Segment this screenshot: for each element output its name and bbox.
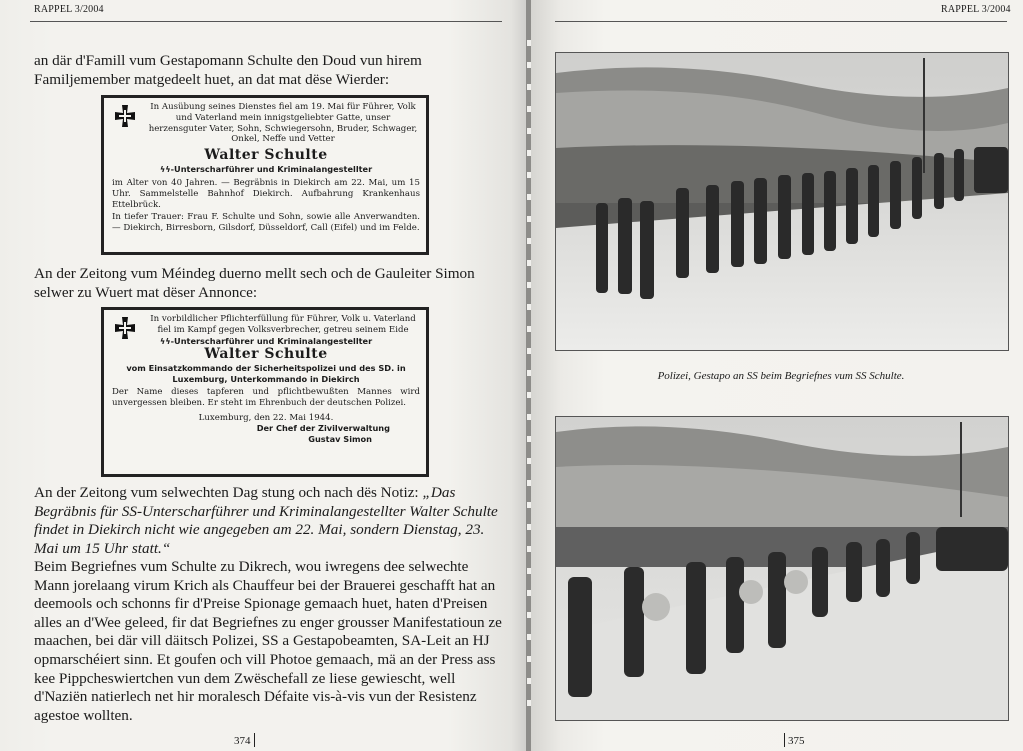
notice-2-unit: vom Einsatzkommando der Sicherheitspolizei und des SD. in Luxemburg, Unterkommando in Diekirch [126, 363, 406, 385]
photo-2-image [556, 417, 1008, 720]
funeral-procession-photo-2 [555, 416, 1009, 721]
iron-cross-icon [113, 104, 137, 128]
page-number-left [234, 733, 258, 747]
iron-cross-icon [113, 316, 137, 340]
paragraph-second [34, 265, 504, 302]
right-page [531, 0, 1023, 751]
notice-2-signature-title: Der Chef der Zivilverwaltung [256, 423, 390, 434]
funeral-procession-photo-1 [555, 52, 1009, 351]
notice-2-signature-name: Gustav Simon [308, 433, 372, 444]
paragraph-fourth [34, 558, 504, 725]
notice-2-intro: In vorbildlicher Pflichterfüllung für Führer, Volk u. Vaterland fiel im Kampf gegen Volksverbrecher, getreu seinem Eide [150, 314, 416, 335]
paragraph-third [34, 484, 504, 558]
header-rule [30, 21, 502, 22]
obituary-notice-gauleiter [101, 307, 429, 477]
running-head-right: RAPPEL 3/2004 [941, 4, 1011, 15]
page-number-right [781, 733, 805, 747]
notice-2-text: Der Name dieses tapferen und pflichtbewußten Mannes wird unvergessen bleiben. Er steht im Ehrenbuch der deutschen Polizei. [112, 386, 420, 408]
notice-1-rank: ϟϟ-Unterscharführer und Kriminalangestellter [159, 164, 373, 175]
paragraph-intro [34, 52, 504, 89]
notice-2-date: Luxemburg, den 22. Mai 1944. [198, 412, 334, 423]
photo-1-image [556, 53, 1008, 350]
paragraph-2-text: An der Zeitong vum Méindeg duerno mellt sech och de Gauleiter Simon selwer zu Wuert mat dëser Annonce: [34, 265, 475, 301]
photo-1-caption: Polizei, Gestapo an SS beim Begriefnes vum SS Schulte. [657, 370, 905, 382]
paragraph-3-quote: „Das Begräbnis für SS-Unterscharführer und Kriminalangestellter Walter Schulte findet in Diekirch nicht wie angegeben am 22. Mai, sondern Dienstag, 23. Mai um 15 Uhr statt.“ [34, 484, 498, 557]
page-number-374: 374 [234, 735, 251, 747]
notice-1-mourners: In tiefer Trauer: Frau F. Schulte und Sohn, sowie alle Anverwandten. — Diekirch, Birresborn, Gilsdorf, Düsseldorf, Call (Eifel) und im Felde. [112, 212, 420, 234]
paragraph-3 [34, 484, 504, 558]
obituary-notice-family [101, 95, 429, 255]
notice-2-name: Walter Schulte [204, 346, 328, 363]
page-number-375: 375 [788, 735, 805, 747]
notice-1-details: im Alter von 40 Jahren. — Begräbnis in Diekirch am 22. Mai, um 15 Uhr. Sammelstelle Bahnhof Diekirch. Aufbahrung Krankenhaus Ettelbrück. [112, 177, 420, 210]
running-head-left: RAPPEL 3/2004 [34, 4, 104, 15]
notice-1-name: Walter Schulte [204, 147, 328, 164]
notice-1-intro: In Ausübung seines Dienstes fiel am 19. Mai für Führer, Volk und Vaterland mein innigstgeliebter Gatte, unser herzensguter Vater, Sohn, Schwiegersohn, Bruder, Schwager, Onkel, Neffe und Vetter [148, 102, 418, 145]
header-rule [555, 21, 1007, 22]
notice-2-rank: ϟϟ-Unterscharführer und Kriminalangestellter [159, 335, 373, 346]
paragraph-3-lead: An der Zeitong vum selwechten Dag stung och nach dës Notiz: [34, 484, 423, 501]
paragraph-4-text: Beim Begriefnes vum Schulte zu Dikrech, wou iwregens dee selwechte Mann jorelaang virum Krich als Chauffeur bei der Brauerei geschafft hat an deemools och schonns fir d'Preise Spionage gemaach huet, haten d'Preisen alles an d'Wee geleed, fir dat Begriefnes zu enger grousser Manifestatioun ze maachen, bei där vill däitsch Polizei, SS a Gestapobeamten, SA-Leit an HJ opmarschéiert sinn. Et goufen och vill Photoe gemaach, mä an der Press ass kee Pippcheswiertchen vun dem Zwëschefall ze liese gewiescht, well d'Naziën natierlech net hir moralesch Défaite vis-à-vis vun der Resistenz agestoe wollten. [34, 558, 502, 724]
paragraph-1-text: an där d'Famill vum Gestapomann Schulte den Doud vun hirem Familjemember matgedeelt huet, an dat mat dëse Wierder: [34, 52, 422, 88]
